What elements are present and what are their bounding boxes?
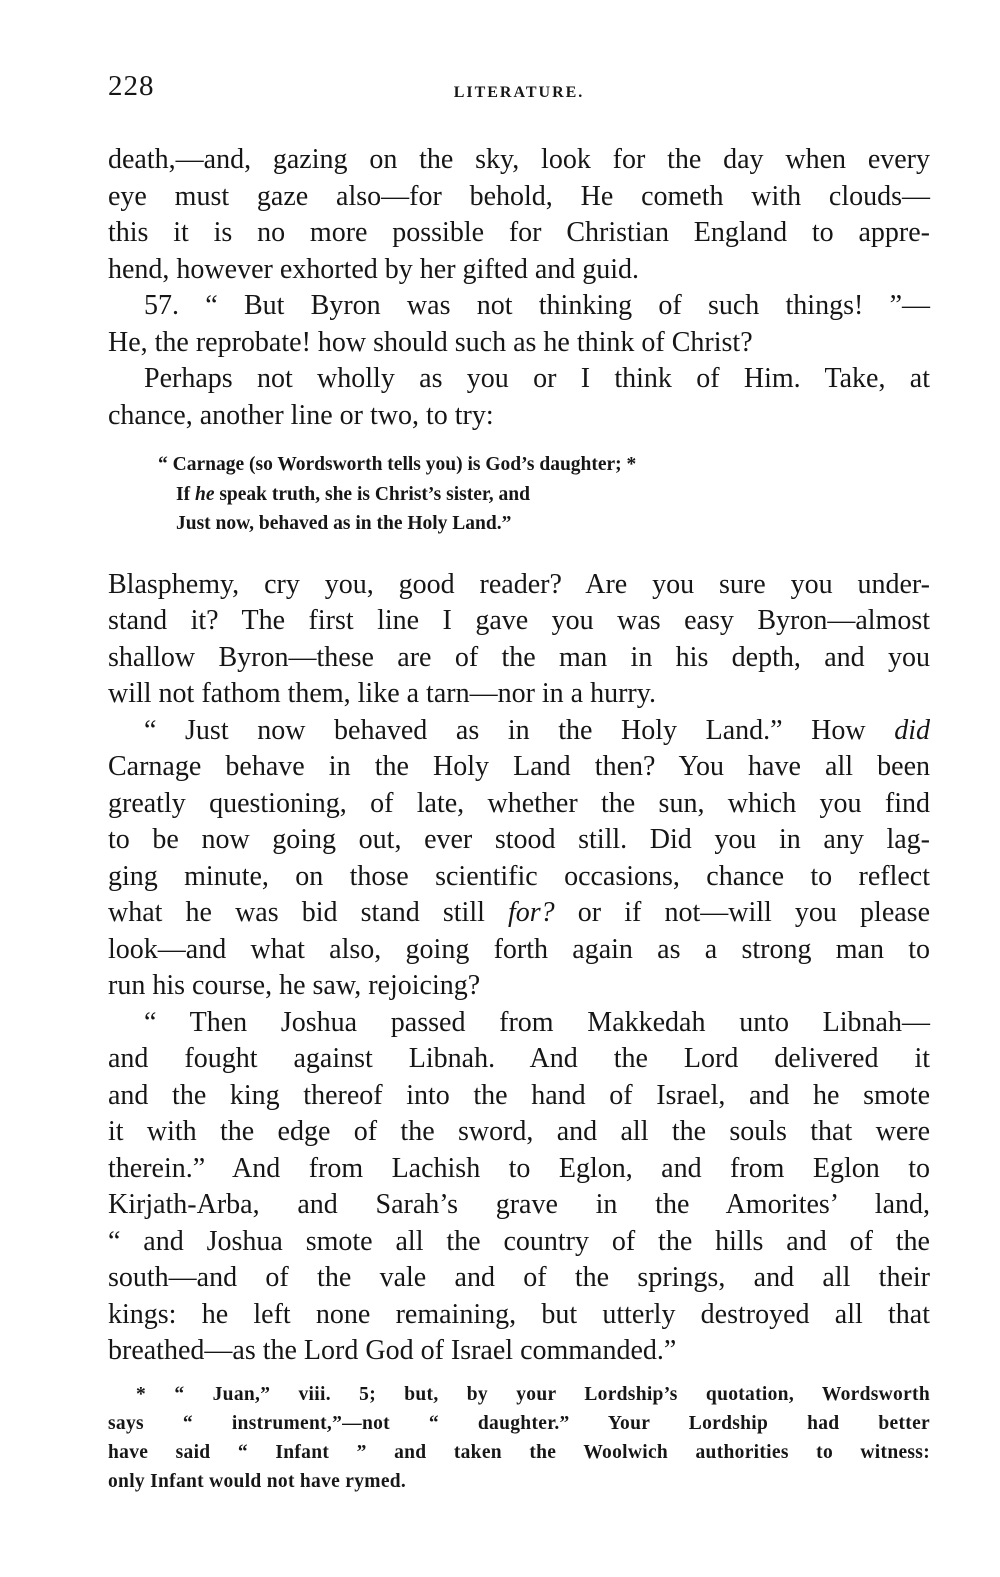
text-line: chance, another line or two, to try:: [108, 399, 494, 431]
body-text: [108, 142, 930, 1370]
verse-line: “ Carnage (so Wordsworth tells you) is God’s daughter; *: [158, 454, 637, 475]
text-line: “ and Joshua smote all the country of the hills and of the: [108, 1225, 930, 1257]
text-line: kings: he left none remaining, but utterly destroyed all that: [108, 1298, 930, 1330]
text-line: eye must gaze also—for behold, He cometh with clouds—: [108, 180, 930, 212]
text-line: hend, however exhorted by her gifted and guid.: [108, 253, 640, 285]
footnote-line: says “ instrument,”—not “ daughter.” Your Lordship had better: [108, 1413, 930, 1434]
text-line: “ Then Joshua passed from Makkedah unto Libnah—: [144, 1006, 930, 1038]
text-line: shallow Byron—these are of the man in his depth, and you: [108, 641, 930, 673]
footnote-line: have said “ Infant ” and taken the Woolwich authorities to witness:: [108, 1442, 930, 1463]
text-line: stand it? The first line I gave you was easy Byron—almost: [108, 605, 930, 636]
verse-line: Just now, behaved as in the Holy Land.”: [176, 513, 512, 534]
running-title: LITERATURE.: [453, 84, 585, 101]
text-line: death,—and, gazing on the sky, look for the day when every: [108, 144, 930, 175]
text-line: south—and of the vale and of the springs, and all their: [108, 1262, 930, 1293]
text-line: run his course, he saw, rejoicing?: [108, 970, 481, 1001]
text-line: greatly questioning, of late, whether the sun, which you find: [108, 787, 930, 819]
text-line: therein.” And from Lachish to Eglon, and from Eglon to: [108, 1152, 930, 1184]
text-line: it with the edge of the sword, and all the souls that were: [108, 1116, 930, 1147]
text-line: breathed—as the Lord God of Israel commanded.”: [108, 1335, 677, 1366]
footnote: [108, 1380, 930, 1496]
footnote-line: * “ Juan,” viii. 5; but, by your Lordship’s quotation, Wordsworth: [136, 1384, 930, 1405]
text-line: ging minute, on those scientific occasions, chance to reflect: [108, 860, 930, 892]
verse-quote: [108, 450, 878, 539]
text-line: what he was bid stand still for? or if not—will you please: [108, 897, 930, 928]
text-line: Perhaps not wholly as you or I think of Him. Take, at: [144, 363, 930, 394]
text-line: look—and what also, going forth again as a strong man to: [108, 933, 930, 965]
text-line: Kirjath-Arba, and Sarah’s grave in the Amorites’ land,: [108, 1189, 930, 1220]
page-number: 228: [108, 70, 155, 102]
footnote-line: only Infant would not have rymed.: [108, 1471, 407, 1492]
text-line: will not fathom them, like a tarn—nor in a hurry.: [108, 678, 656, 709]
text-line: to be now going out, ever stood still. Did you in any lag-: [108, 824, 930, 855]
text-line: and the king thereof into the hand of Israel, and he smote: [108, 1079, 930, 1111]
text-line: this it is no more possible for Christian England to appre-: [108, 217, 930, 248]
text-line: and fought against Libnah. And the Lord delivered it: [108, 1043, 930, 1074]
verse-line: If he speak truth, she is Christ’s sister, and: [176, 483, 530, 505]
text-line: Blasphemy, cry you, good reader? Are you sure you under-: [108, 568, 930, 600]
text-line: Carnage behave in the Holy Land then? You have all been: [108, 751, 930, 782]
page-header: [108, 70, 930, 110]
text-line: “ Just now behaved as in the Holy Land.” How did: [144, 714, 930, 746]
text-line: 57. “ But Byron was not thinking of such things! ”—: [144, 290, 930, 321]
text-line: He, the reprobate! how should such as he think of Christ?: [108, 326, 753, 358]
